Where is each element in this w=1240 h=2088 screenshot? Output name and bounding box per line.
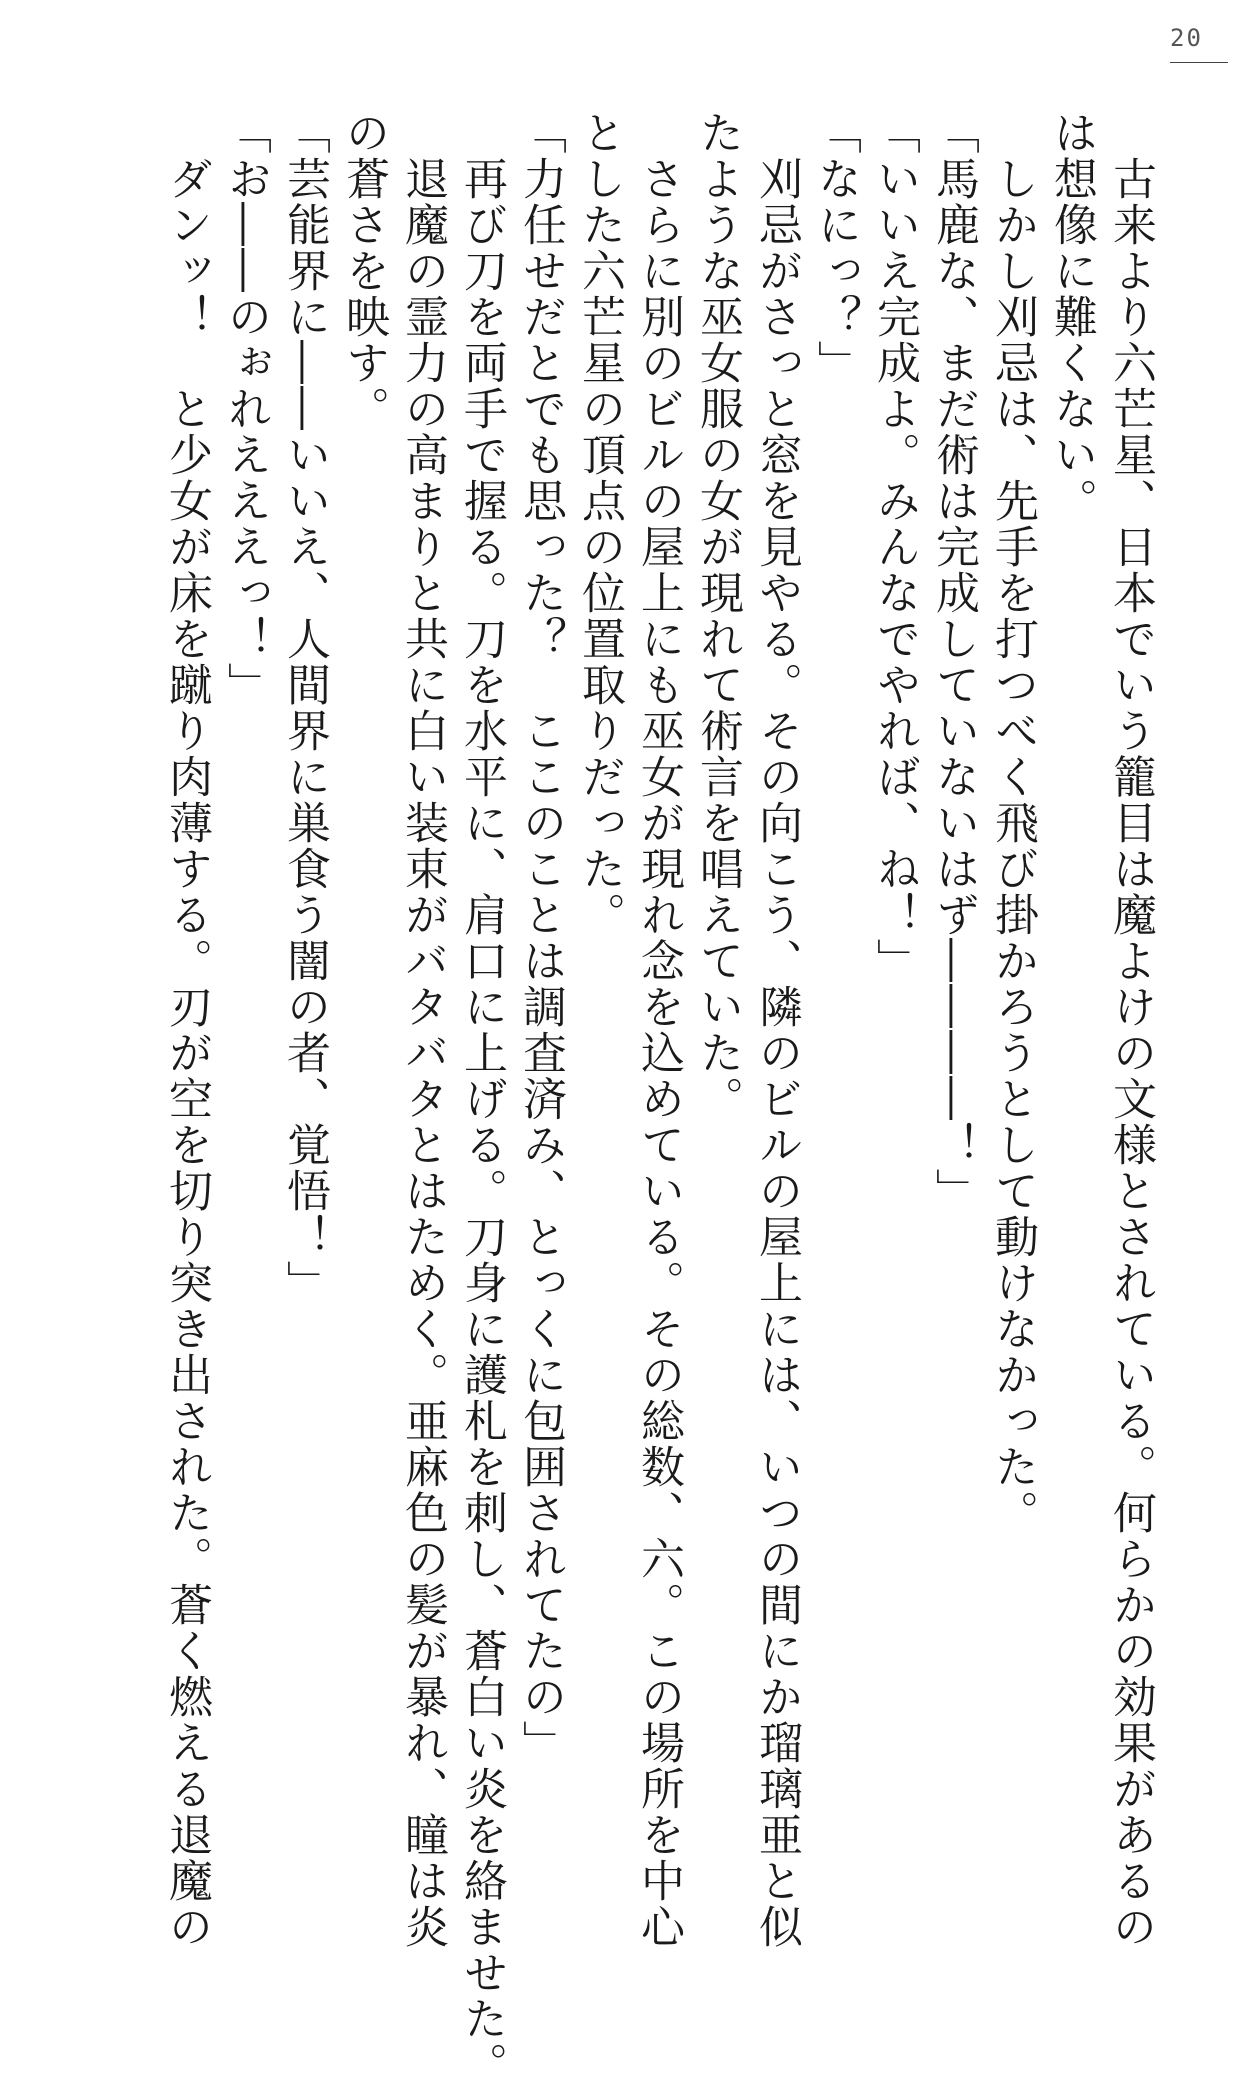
text-line: とした六芒星の頂点の位置取りだった。 [574, 110, 625, 938]
page-number-rule [1170, 62, 1228, 63]
text-line: は想像に難くない。 [1046, 110, 1097, 524]
page-number: 20 [1170, 24, 1203, 52]
text-line: 「お――のぉれえええっ！」 [220, 110, 271, 708]
text-line: 「なにっ？」 [810, 110, 861, 386]
text-line: 古来より六芒星、日本でいう籠目は魔よけの文様とされている。何らかの効果があるの [1105, 110, 1156, 1950]
text-line: しかし刈忌は、先手を打つべく飛び掛かろうとして動けなかった。 [987, 110, 1038, 1536]
text-line: 「力任せだとでも思った？ ここのことは調査済み、とっくに包囲されてたの」 [515, 110, 566, 1766]
text-line: 「芸能界に――いいえ、人間界に巣食う闇の者、覚悟！」 [279, 110, 330, 1306]
text-line: 刈忌がさっと窓を見やる。その向こう、隣のビルの屋上には、いつの間にか瑠璃亜と似 [751, 110, 802, 1950]
text-line: 再び刀を両手で握る。刀を水平に、肩口に上げる。刀身に護札を刺し、蒼白い炎を絡ませた。 [456, 110, 507, 2088]
text-line: 退魔の霊力の高まりと共に白い装束がバタバタとはためく。亜麻色の髪が暴れ、瞳は炎 [397, 110, 448, 1950]
text-line: 「いいえ完成よ。みんなでやれば、ね！」 [869, 110, 920, 984]
text-line: の蒼さを映す。 [338, 110, 389, 432]
text-line: ダンッ！ と少女が床を蹴り肉薄する。刃が空を切り突き出された。蒼く燃える退魔の [161, 110, 212, 1950]
text-line: さらに別のビルの屋上にも巫女が現れ念を込めている。その総数、六。この場所を中心 [633, 110, 684, 1950]
vertical-text-body [110, 110, 1160, 2088]
text-line: 「馬鹿な、まだ術は完成していないはず――――！」 [928, 110, 979, 1214]
text-line: たような巫女服の女が現れて術言を唱えていた。 [692, 110, 743, 1122]
